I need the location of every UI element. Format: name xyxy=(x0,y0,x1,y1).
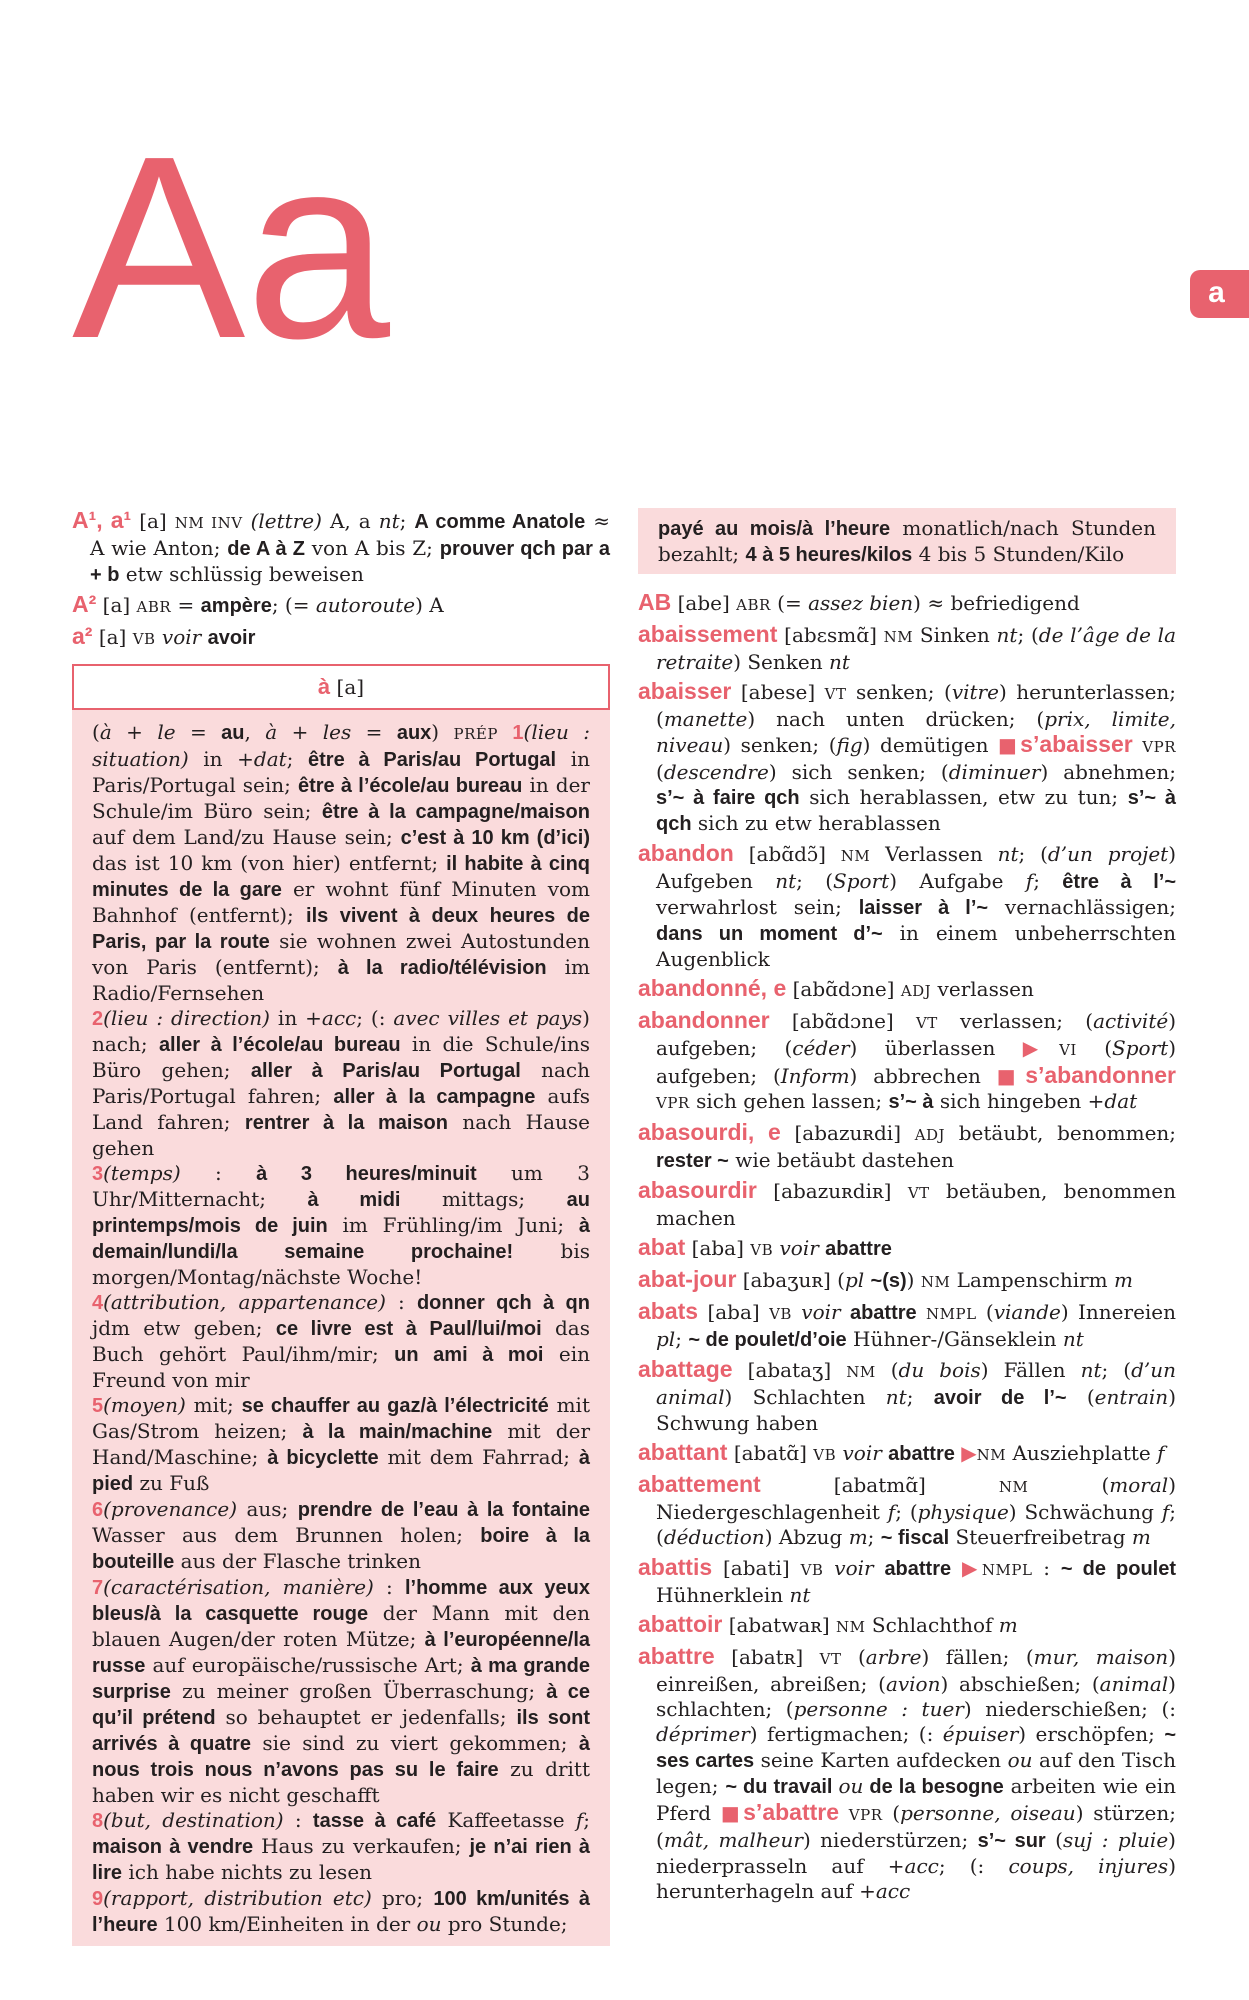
sense-9: 9(rapport, distribution etc) pro; 100 km/unités à l’heure 100 km/Einheiten in der ou pro Stunde; xyxy=(92,1886,590,1936)
sense-7: 7(caractérisation, manière) : l’homme aux yeux bleus/à la casquette rouge der Mann mit den blauen Augen/der roten Mütze; à l’européenne/la russe auf europäische/russische Art; à ma grande surprise zu meiner großen Überraschung; à ce qu’il prétend so behauptet er jedenfalls; ils sont arrivés à quatre sie sind zu viert gekommen; à nous trois nous n’avons pas su le faire zu dritt haben wir es nicht geschafft xyxy=(92,1575,591,1807)
sense-4: 4(attribution, appartenance) : donner qch à qn jdm etw geben; ce livre est à Paul/lui/moi das Buch gehört Paul/ihm/mir; un ami à moi ein Freund von mir xyxy=(92,1290,591,1392)
left-column xyxy=(72,508,610,1946)
entry-abaissement: abaissement [abɛsmɑ̃] NM Sinken nt; (de l’âge de la retraite) Senken nt xyxy=(638,621,1177,674)
entry-abattre: abattre [abatʀ] VT (arbre) fällen; (mur, maison) einreißen, abreißen; (avion) abschießen; (animal) schlachten; (personne : tuer) niederschießen; (: déprimer) fertigmachen; (: épuiser) erschöpfen; ~ ses cartes seine Karten aufdecken ou auf den Tisch legen; ~ du travail ou de la besogne arbeiten wie ein Pferd ■s’abattre VPR (personne, oiseau) stürzen; (mât, malheur) niederstürzen; s’~ sur (suj : pluie) niederprasseln auf +acc; (: coups, injures) herunterhageln auf +acc xyxy=(638,1643,1177,1903)
entry-box-continued: payé au mois/à l’heure monatlich/nach Stunden bezahlt; 4 à 5 heures/kilos 4 bis 5 Stunden/Kilo xyxy=(638,508,1176,574)
entry-ab: AB [abe] ABR (= assez bien) ≈ befriedigend xyxy=(638,589,1080,615)
thumb-index-tab: a xyxy=(1190,270,1249,318)
entry-abattis: abattis [abati] VB voir abattre ▶NMPL : ~ de poulet Hühnerklein nt xyxy=(638,1554,1177,1607)
sense-6: 6(provenance) aus; prendre de l’eau à la fontaine Wasser aus dem Brunnen holen; boire à la bouteille aus der Flasche trinken xyxy=(92,1497,590,1573)
entry-abat-jour: abat-jour [abaʒuʀ] (pl ~(s)) NM Lampenschirm m xyxy=(638,1266,1133,1292)
entry-abats: abats [aba] VB voir abattre NMPL (viande) Innereien pl; ~ de poulet/d’oie Hühner-/Gänseklein nt xyxy=(638,1298,1177,1351)
entry-abasourdir: abasourdir [abazuʀdiʀ] VT betäuben, benommen machen xyxy=(638,1177,1177,1230)
entry-a2-verb: a² [a] VB voir avoir xyxy=(72,623,256,649)
sense-2: 2(lieu : direction) in +acc; (: avec villes et pays) nach; aller à l’école/au bureau in die Schule/ins Büro gehen; aller à Paris/au Portugal nach Paris/Portugal fahren; aller à la campagne aufs Land fahren; rentrer à la maison nach Hause gehen xyxy=(92,1006,591,1160)
entry-abandonne: abandonné, e [abɑ̃dɔne] ADJ verlassen xyxy=(638,975,1034,1001)
right-column xyxy=(638,508,1176,1908)
entry-abasourdi: abasourdi, e [abazuʀdi] ADJ betäubt, benommen; rester ~ wie betäubt dastehen xyxy=(638,1119,1177,1172)
entry-abandonner: abandonner [abɑ̃dɔne] VT verlassen; (activité) aufgeben; (céder) überlassen ▶VI (Sport) aufgeben; (Inform) abbrechen ■s’abandonner VPR sich gehen lassen; s’~ à sich hingeben +dat xyxy=(638,1007,1177,1113)
chapter-letters: Aa xyxy=(72,103,391,393)
entry-a1: A¹, a¹ [a] NM INV (lettre) A, a nt; A comme Anatole ≈ A wie Anton; de A à Z von A bis Z; prouver qch par a + b etw schlüssig beweisen xyxy=(72,507,611,586)
entry-box-body xyxy=(72,710,610,1946)
entry-box-header: à [a] xyxy=(72,664,610,710)
entry-abattant: abattant [abatɑ̃] VB voir abattre ▶NM Ausziehplatte f xyxy=(638,1439,1165,1465)
sense-0: (à + le = au, à + les = aux) PRÉP 1(lieu : situation) in +dat; être à Paris/au Portugal in Paris/Portugal sein; être à l’école/au bureau in der Schule/im Büro sein; être à la campagne/maison auf dem Land/zu Hause sein; c’est à 10 km (d’ici) das ist 10 km (von hier) entfernt; il habite à cinq minutes de la gare er wohnt fünf Minuten vom Bahnhof (entfernt); ils vivent à deux heures de Paris, par la route sie wohnen zwei Autostunden von Paris (entfernt); à la radio/télévision im Radio/Fernsehen xyxy=(92,720,591,1005)
entry-abandon: abandon [abɑ̃dɔ̃] NM Verlassen nt; (d’un projet) Aufgeben nt; (Sport) Aufgabe f; être à l’~ verwahrlost sein; laisser à l’~ vernachlässigen; dans un moment d’~ in einem unbeherrschten Augenblick xyxy=(638,840,1177,971)
sense-5: 5(moyen) mit; se chauffer au gaz/à l’électricité mit Gas/Strom heizen; à la main/machine mit der Hand/Maschine; à bicyclette mit dem Fahrrad; à pied zu Fuß xyxy=(92,1393,590,1495)
entry-abattage: abattage [abataʒ] NM (du bois) Fällen nt; (d’un animal) Schlachten nt; avoir de l’~ (entrain) Schwung haben xyxy=(638,1356,1177,1435)
sense-8: 8(but, destination) : tasse à café Kaffeetasse f; maison à vendre Haus zu verkaufen; je n’ai rien à lire ich habe nichts zu lesen xyxy=(92,1808,590,1884)
entry-abat: abat [aba] VB voir abattre xyxy=(638,1234,892,1260)
entry-abattement: abattement [abatmɑ̃] NM (moral) Niedergeschlagenheit f; (physique) Schwächung f; (déduction) Abzug m; ~ fiscal Steuerfreibetrag m xyxy=(638,1471,1176,1549)
entry-abaisser: abaisser [abese] VT senken; (vitre) herunterlassen; (manette) nach unten drücken; (prix, limite, niveau) senken; (fig) demütigen ■s’abaisser VPR (descendre) sich senken; (diminuer) abnehmen; s’~ à faire qch sich herablassen, etw zu tun; s’~ à qch sich zu etw herablassen xyxy=(638,678,1177,835)
entry-abattoir: abattoir [abatwaʀ] NM Schlachthof m xyxy=(638,1611,1018,1637)
entry-a2-abbr: A² [a] ABR = ampère; (= autoroute) A xyxy=(72,591,444,617)
sense-3: 3(temps) : à 3 heures/minuit um 3 Uhr/Mitternacht; à midi mittags; au printemps/mois de juin im Frühling/im Juni; à demain/lundi/la semaine prochaine! bis morgen/Montag/nächste Woche! xyxy=(92,1161,591,1289)
